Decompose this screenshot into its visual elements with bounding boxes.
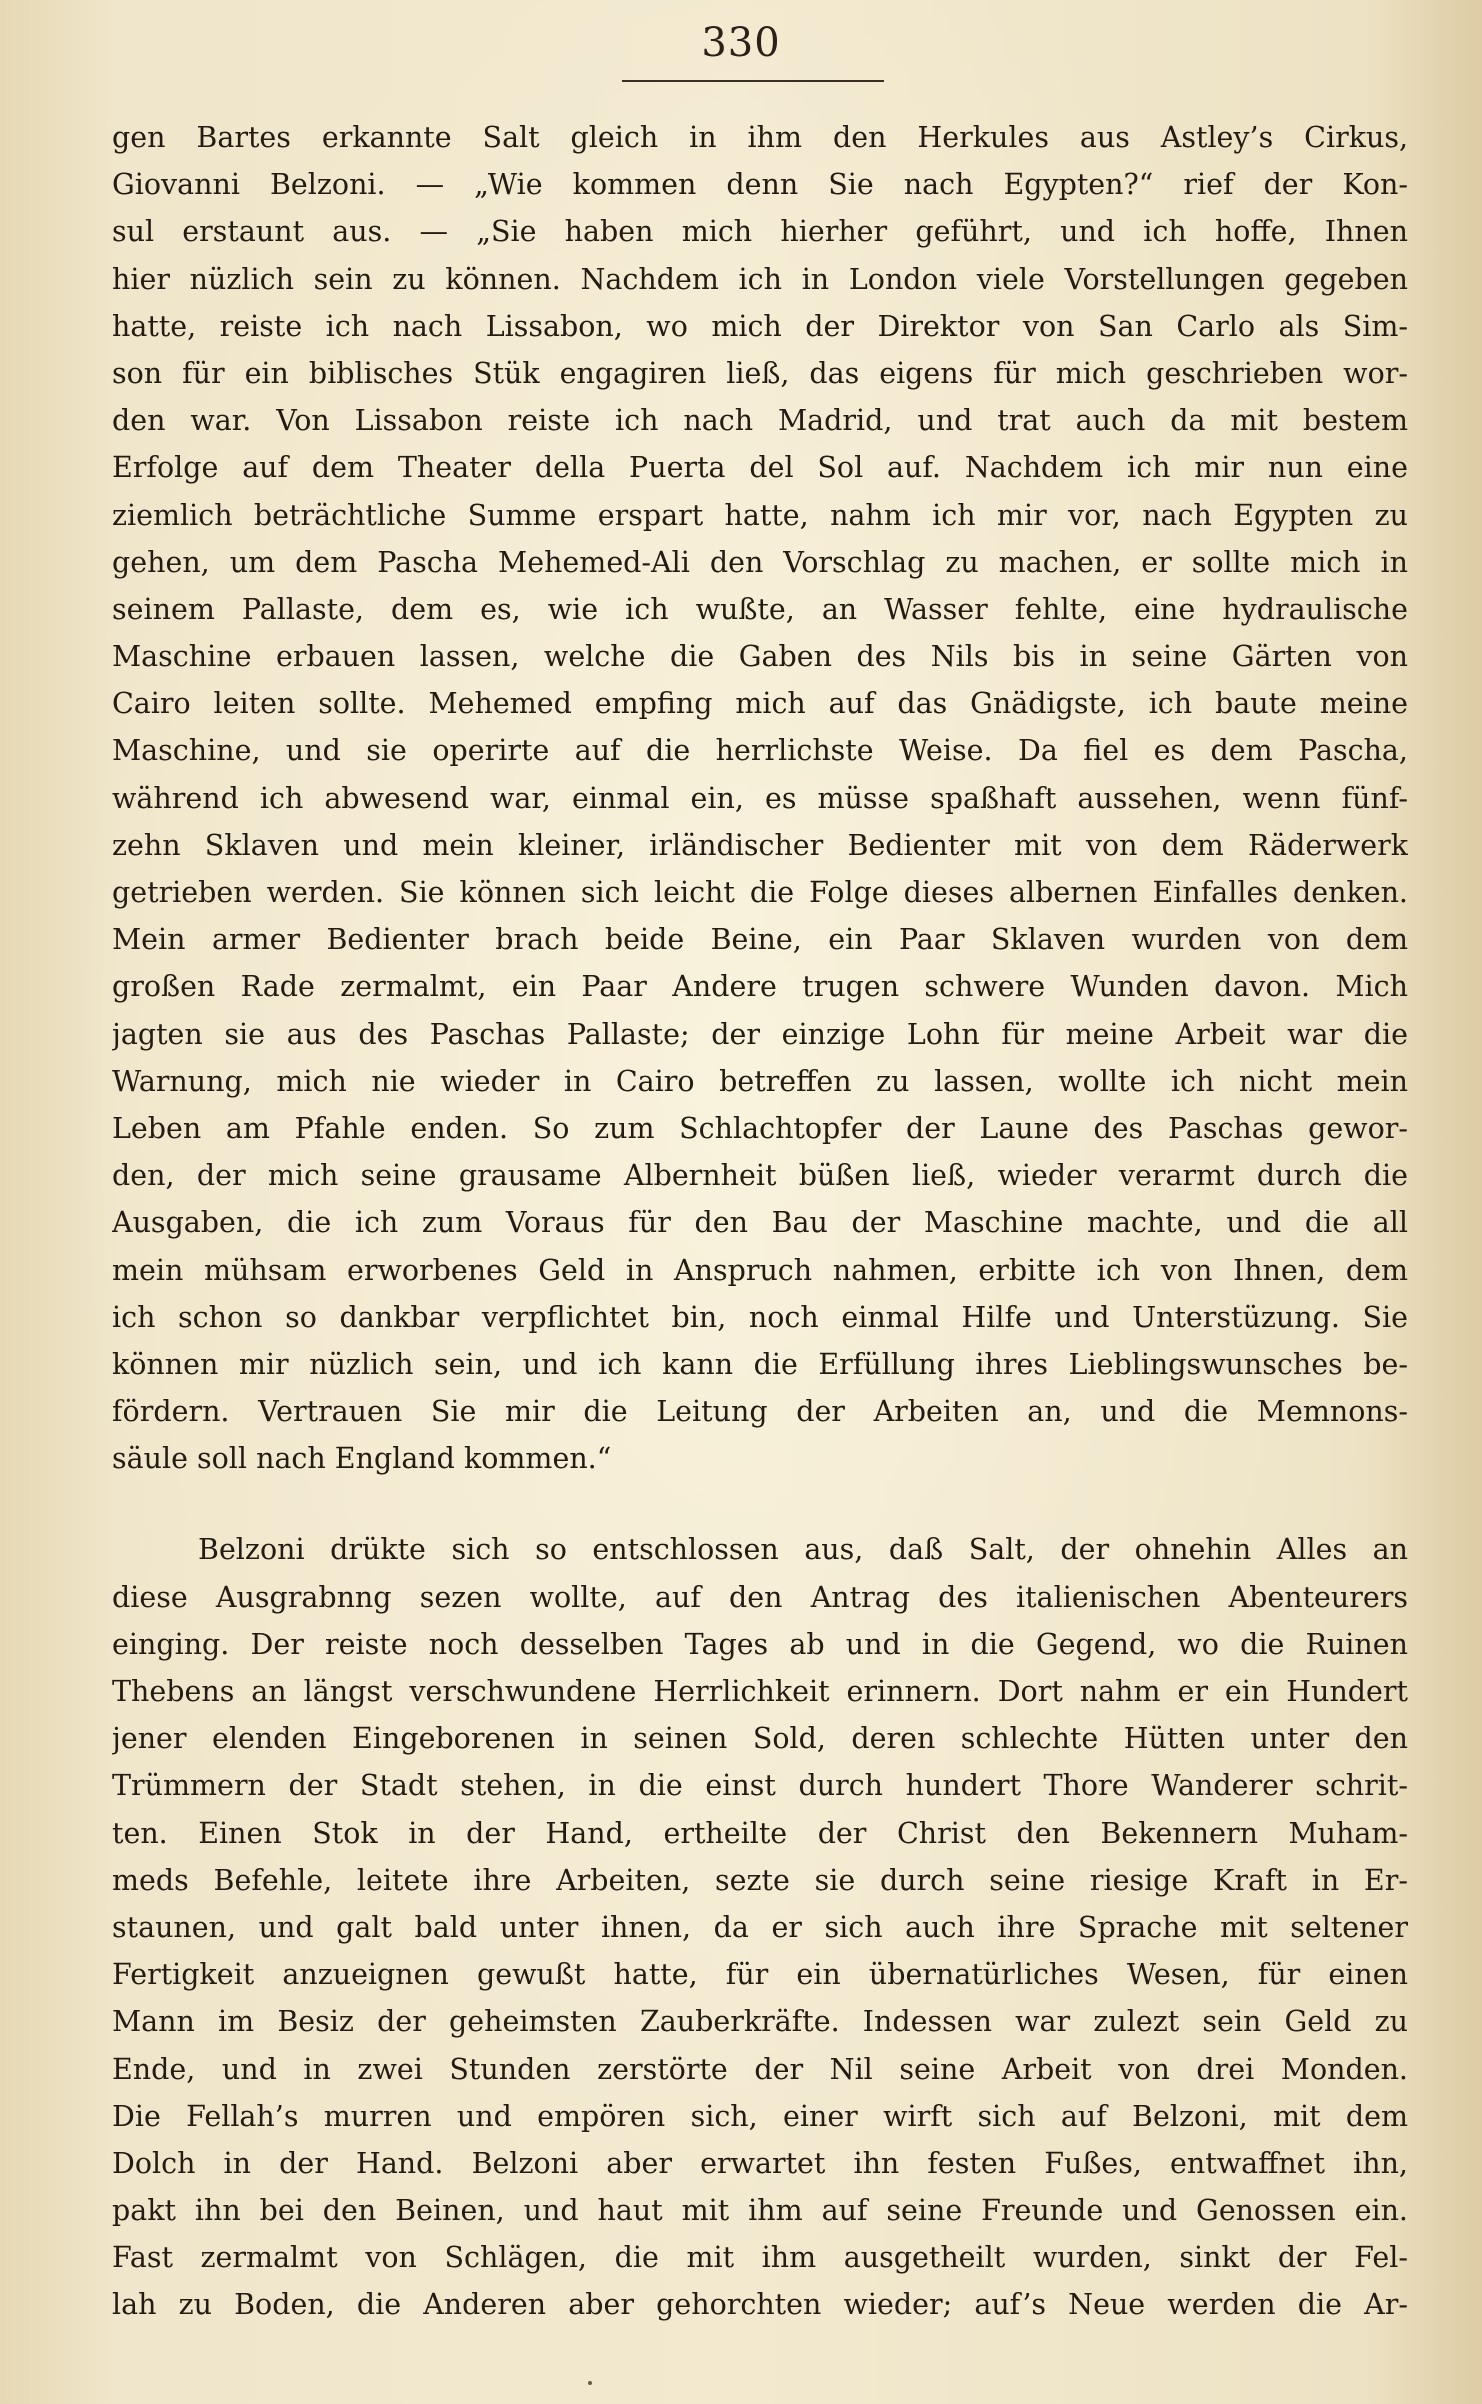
text-line: Cairo leiten sollte. Mehemed empfing mich auf das Gnädigste, ich baute meine [112, 687, 1408, 721]
text-line: Trümmern der Stadt stehen, in die einst durch hundert Thore Wanderer schrit- [112, 1769, 1408, 1803]
text-line: Leben am Pfahle enden. So zum Schlachtopfer der Laune des Paschas gewor- [112, 1111, 1408, 1145]
text-line: Warnung, mich nie wieder in Cairo betreffen zu lassen, wollte ich nicht mein [112, 1064, 1408, 1098]
text-line: jener elenden Eingeborenen in seinen Sold, deren schlechte Hütten unter den [112, 1722, 1408, 1756]
text-line: hatte, reiste ich nach Lissabon, wo mich der Direktor von San Carlo als Sim- [112, 309, 1408, 343]
text-line: Ende, und in zwei Stunden zerstörte der Nil seine Arbeit von drei Monden. [112, 2052, 1408, 2086]
text-line: jagten sie aus des Paschas Pallaste; der einzige Lohn für meine Arbeit war die [112, 1017, 1408, 1051]
paragraph-1 [112, 114, 1408, 1482]
text-line: seinem Pallaste, dem es, wie ich wußte, an Wasser fehlte, eine hydraulische [112, 592, 1408, 626]
paragraph-gap [112, 1482, 1408, 1526]
text-line: gen Bartes erkannte Salt gleich in ihm den Herkules aus Astley’s Cirkus, [112, 121, 1408, 154]
text-line: ten. Einen Stok in der Hand, ertheilte der Christ den Bekennern Muham- [112, 1816, 1408, 1850]
text-line: Giovanni Belzoni. — „Wie kommen denn Sie nach Egypten?“ rief der Kon- [112, 168, 1408, 202]
text-line: zehn Sklaven und mein kleiner, irländischer Bedienter mit von dem Räderwerk [112, 828, 1408, 862]
text-line: den war. Von Lissabon reiste ich nach Madrid, und trat auch da mit bestem [112, 404, 1408, 438]
text-line: getrieben werden. Sie können sich leicht die Folge dieses albernen Einfalles denken. [112, 876, 1408, 909]
text-line: großen Rade zermalmt, ein Paar Andere trugen schwere Wunden davon. Mich [112, 970, 1408, 1004]
text-line: diese Ausgrabnng sezen wollte, auf den Antrag des italienischen Abenteurers [112, 1580, 1408, 1614]
text-line: pakt ihn bei den Beinen, und haut mit ihm auf seine Freunde und Genossen ein. [112, 2194, 1408, 2228]
text-line: lah zu Boden, die Anderen aber gehorchten wieder; auf’s Neue werden die Ar- [112, 2288, 1408, 2322]
paragraph-2 [112, 1526, 1408, 2328]
text-line: Die Fellah’s murren und empören sich, einer wirft sich auf Belzoni, mit dem [112, 2099, 1408, 2133]
text-line: ziemlich beträchtliche Summe erspart hatte, nahm ich mir vor, nach Egypten zu [112, 498, 1408, 532]
text-line: hier nüzlich sein zu können. Nachdem ich in London viele Vorstellungen gegeben [112, 262, 1408, 296]
page-number: 330 [701, 20, 781, 66]
text-line: Maschine, und sie operirte auf die herrlichste Weise. Da fiel es dem Pascha, [112, 734, 1408, 768]
text-line: Erfolge auf dem Theater della Puerta del Sol auf. Nachdem ich mir nun eine [112, 451, 1408, 485]
text-line: son für ein biblisches Stük engagiren ließ, das eigens für mich geschrieben wor- [112, 356, 1408, 390]
text-line: Mann im Besiz der geheimsten Zauberkräfte. Indessen war zulezt sein Geld zu [112, 2005, 1408, 2039]
text-line: fördern. Vertrauen Sie mir die Leitung der Arbeiten an, und die Memnons- [112, 1395, 1408, 1429]
text-line: meds Befehle, leitete ihre Arbeiten, sezte sie durch seine riesige Kraft in Er- [112, 1863, 1408, 1897]
text-line: Mein armer Bedienter brach beide Beine, ein Paar Sklaven wurden von dem [112, 923, 1408, 957]
text-line: staunen, und galt bald unter ihnen, da er sich auch ihre Sprache mit seltener [112, 1910, 1408, 1944]
text-line: gehen, um dem Pascha Mehemed-Ali den Vorschlag zu machen, er sollte mich in [112, 545, 1408, 579]
text-line: Ausgaben, die ich zum Voraus für den Bau der Maschine machte, und die all [112, 1206, 1408, 1240]
text-line: sul erstaunt aus. — „Sie haben mich hierher geführt, und ich hoffe, Ihnen [112, 215, 1408, 249]
text-line: Belzoni drükte sich so entschlossen aus, daß Salt, der ohnehin Alles an [198, 1533, 1408, 1567]
header-rule [622, 80, 884, 82]
text-line: einging. Der reiste noch desselben Tages ab und in die Gegend, wo die Ruinen [112, 1627, 1408, 1661]
body-text [112, 114, 1408, 2329]
text-line: Dolch in der Hand. Belzoni aber erwartet ihn festen Fußes, entwaffnet ihn, [112, 2146, 1408, 2180]
ink-speck [588, 2381, 592, 2385]
text-line: Fertigkeit anzueignen gewußt hatte, für ein übernatürliches Wesen, für einen [112, 1958, 1408, 1992]
text-line: Fast zermalmt von Schlägen, die mit ihm ausgetheilt wurden, sinkt der Fel- [112, 2241, 1408, 2275]
text-line: während ich abwesend war, einmal ein, es müsse spaßhaft aussehen, wenn fünf- [112, 781, 1408, 815]
text-line: den, der mich seine grausame Albernheit büßen ließ, wieder verarmt durch die [112, 1159, 1408, 1193]
text-line: Maschine erbauen lassen, welche die Gaben des Nils bis in seine Gärten von [112, 640, 1408, 674]
text-line: säule soll nach England kommen.“ [112, 1442, 612, 1476]
text-line: ich schon so dankbar verpflichtet bin, noch einmal Hilfe und Unterstüzung. Sie [112, 1300, 1408, 1334]
text-line: können mir nüzlich sein, und ich kann die Erfüllung ihres Lieblingswunsches be- [112, 1347, 1408, 1381]
text-line: Thebens an längst verschwundene Herrlichkeit erinnern. Dort nahm er ein Hundert [112, 1675, 1408, 1708]
text-line: mein mühsam erworbenes Geld in Anspruch nahmen, erbitte ich von Ihnen, dem [112, 1253, 1408, 1287]
